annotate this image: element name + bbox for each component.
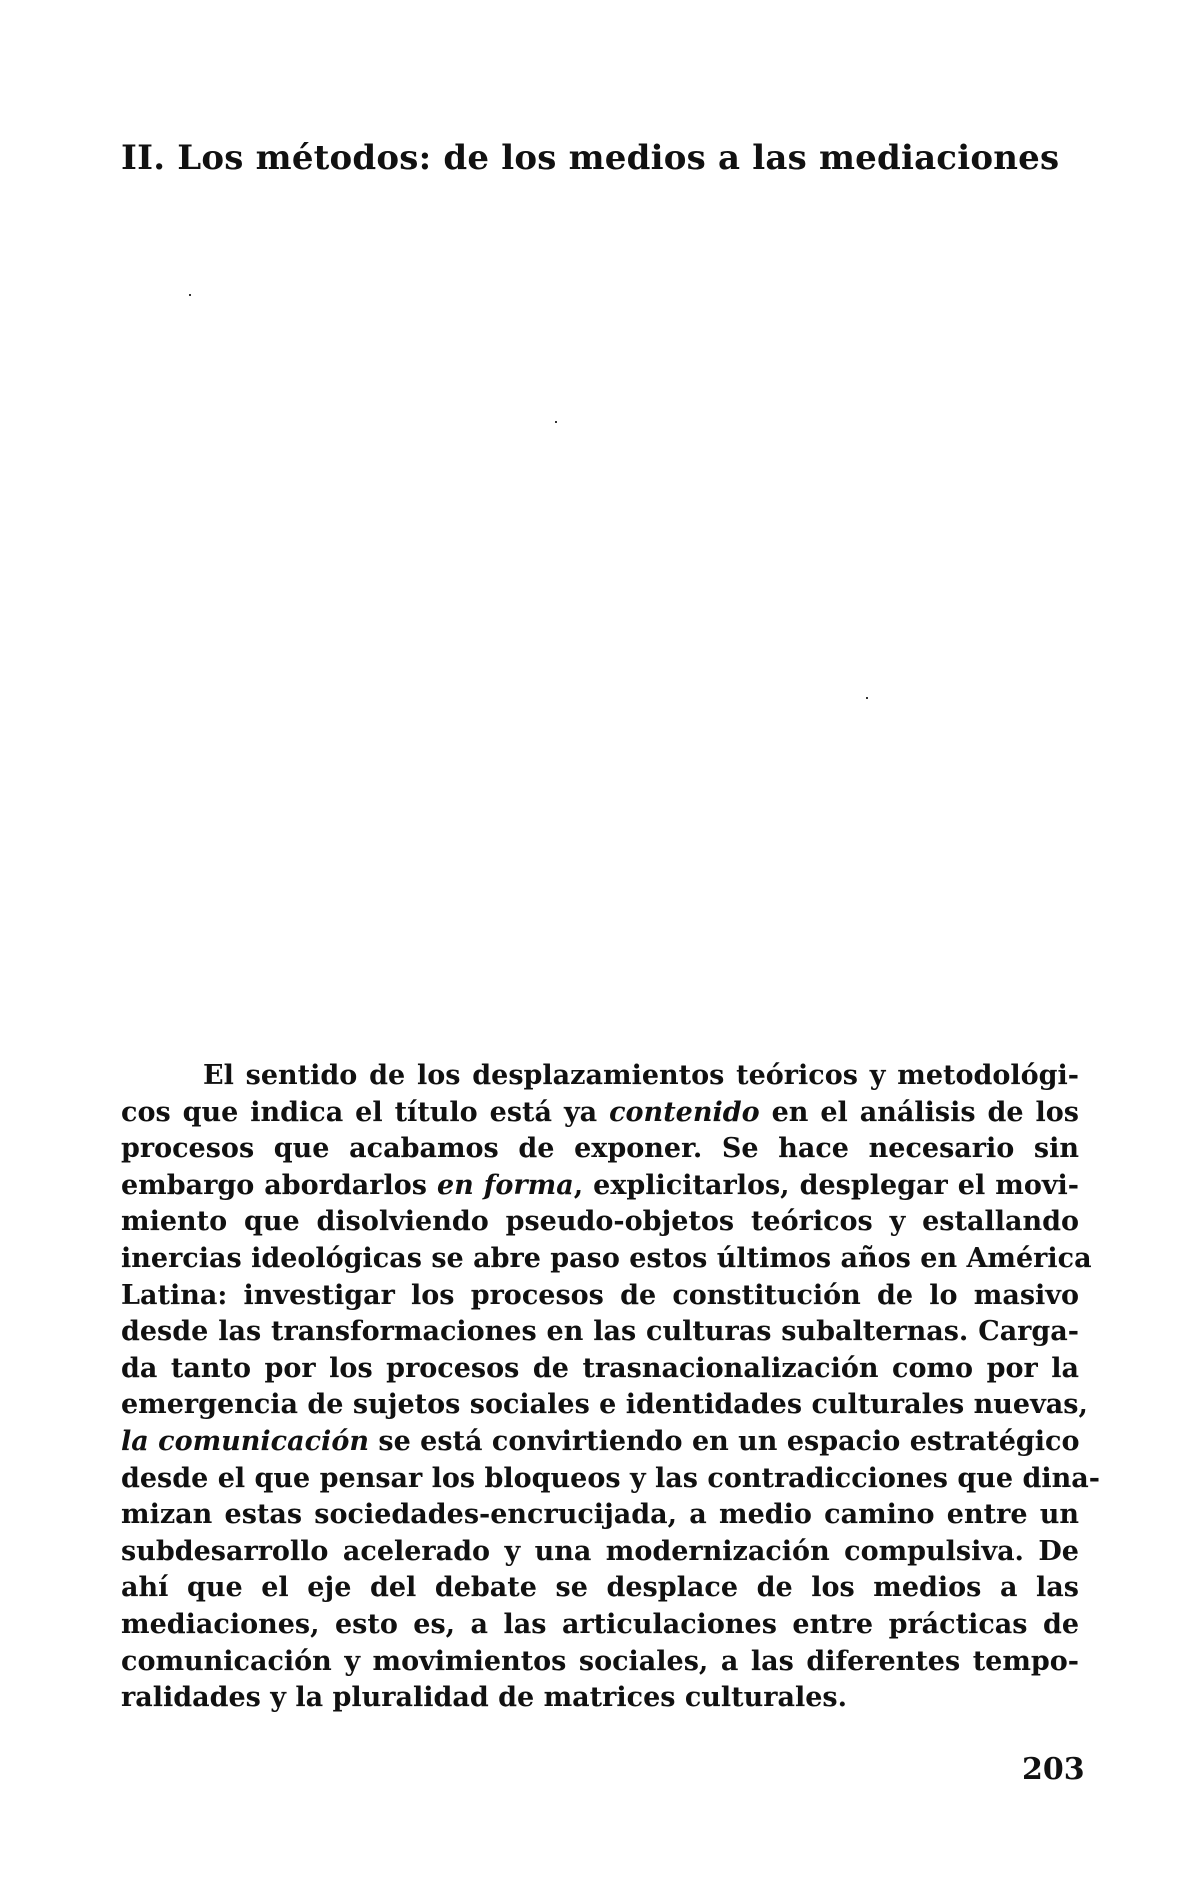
emphasis-en-forma: en forma	[436, 1169, 574, 1201]
chapter-title: II. Los métodos: de los medios a las mediaciones	[121, 138, 1060, 178]
page-number: 203	[1022, 1752, 1085, 1787]
text-line: da tanto por los procesos de trasnacionalización como por la	[121, 1352, 1079, 1384]
body-paragraph	[121, 1058, 1100, 1717]
text-line: Latina: investigar los procesos de constitución de lo masivo	[121, 1279, 1079, 1311]
scan-speck	[866, 697, 868, 699]
text-line: desde el que pensar los bloqueos y las contradicciones que dina-	[121, 1462, 1100, 1494]
text-line: inercias ideológicas se abre paso estos últimos años en América	[121, 1242, 1092, 1274]
text-line	[121, 1095, 1079, 1132]
text-line: comunicación y movimientos sociales, a las diferentes tempo-	[121, 1645, 1079, 1677]
text-line	[121, 1424, 1079, 1461]
text-line: miento que disolviendo pseudo-objetos teóricos y estallando	[121, 1206, 1079, 1238]
text-line: desde las transformaciones en las culturas subalternas. Carga-	[121, 1316, 1079, 1348]
emphasis-la-comunicacion: la comunicación	[121, 1425, 369, 1457]
text-line	[121, 1168, 1079, 1205]
text-segment: se está convirtiendo en un espacio estratégico	[368, 1425, 1080, 1457]
scan-speck	[189, 294, 191, 296]
text-segment: embargo abordarlos	[121, 1169, 437, 1201]
emphasis-contenido: contenido	[609, 1096, 760, 1128]
text-segment: , explicitarlos, desplegar el movi-	[573, 1169, 1079, 1201]
text-line: mediaciones, esto es, a las articulaciones entre prácticas de	[121, 1608, 1079, 1640]
text-line: procesos que acabamos de exponer. Se hace necesario sin	[121, 1133, 1079, 1165]
text-segment: en el análisis de los	[759, 1096, 1080, 1128]
text-line: ahí que el eje del debate se desplace de los medios a las	[121, 1572, 1079, 1604]
text-line: El sentido de los desplazamientos teóricos y metodológi-	[203, 1060, 1079, 1091]
text-line: emergencia de sujetos sociales e identidades culturales nuevas,	[121, 1389, 1088, 1421]
text-line: ralidades y la pluralidad de matrices culturales.	[121, 1682, 848, 1714]
text-line: subdesarrollo acelerado y una modernización compulsiva. De	[121, 1535, 1079, 1567]
text-line: mizan estas sociedades-encrucijada, a medio camino entre un	[121, 1499, 1079, 1531]
scan-speck	[555, 421, 557, 423]
text-segment: cos que indica el título está ya	[121, 1096, 610, 1128]
